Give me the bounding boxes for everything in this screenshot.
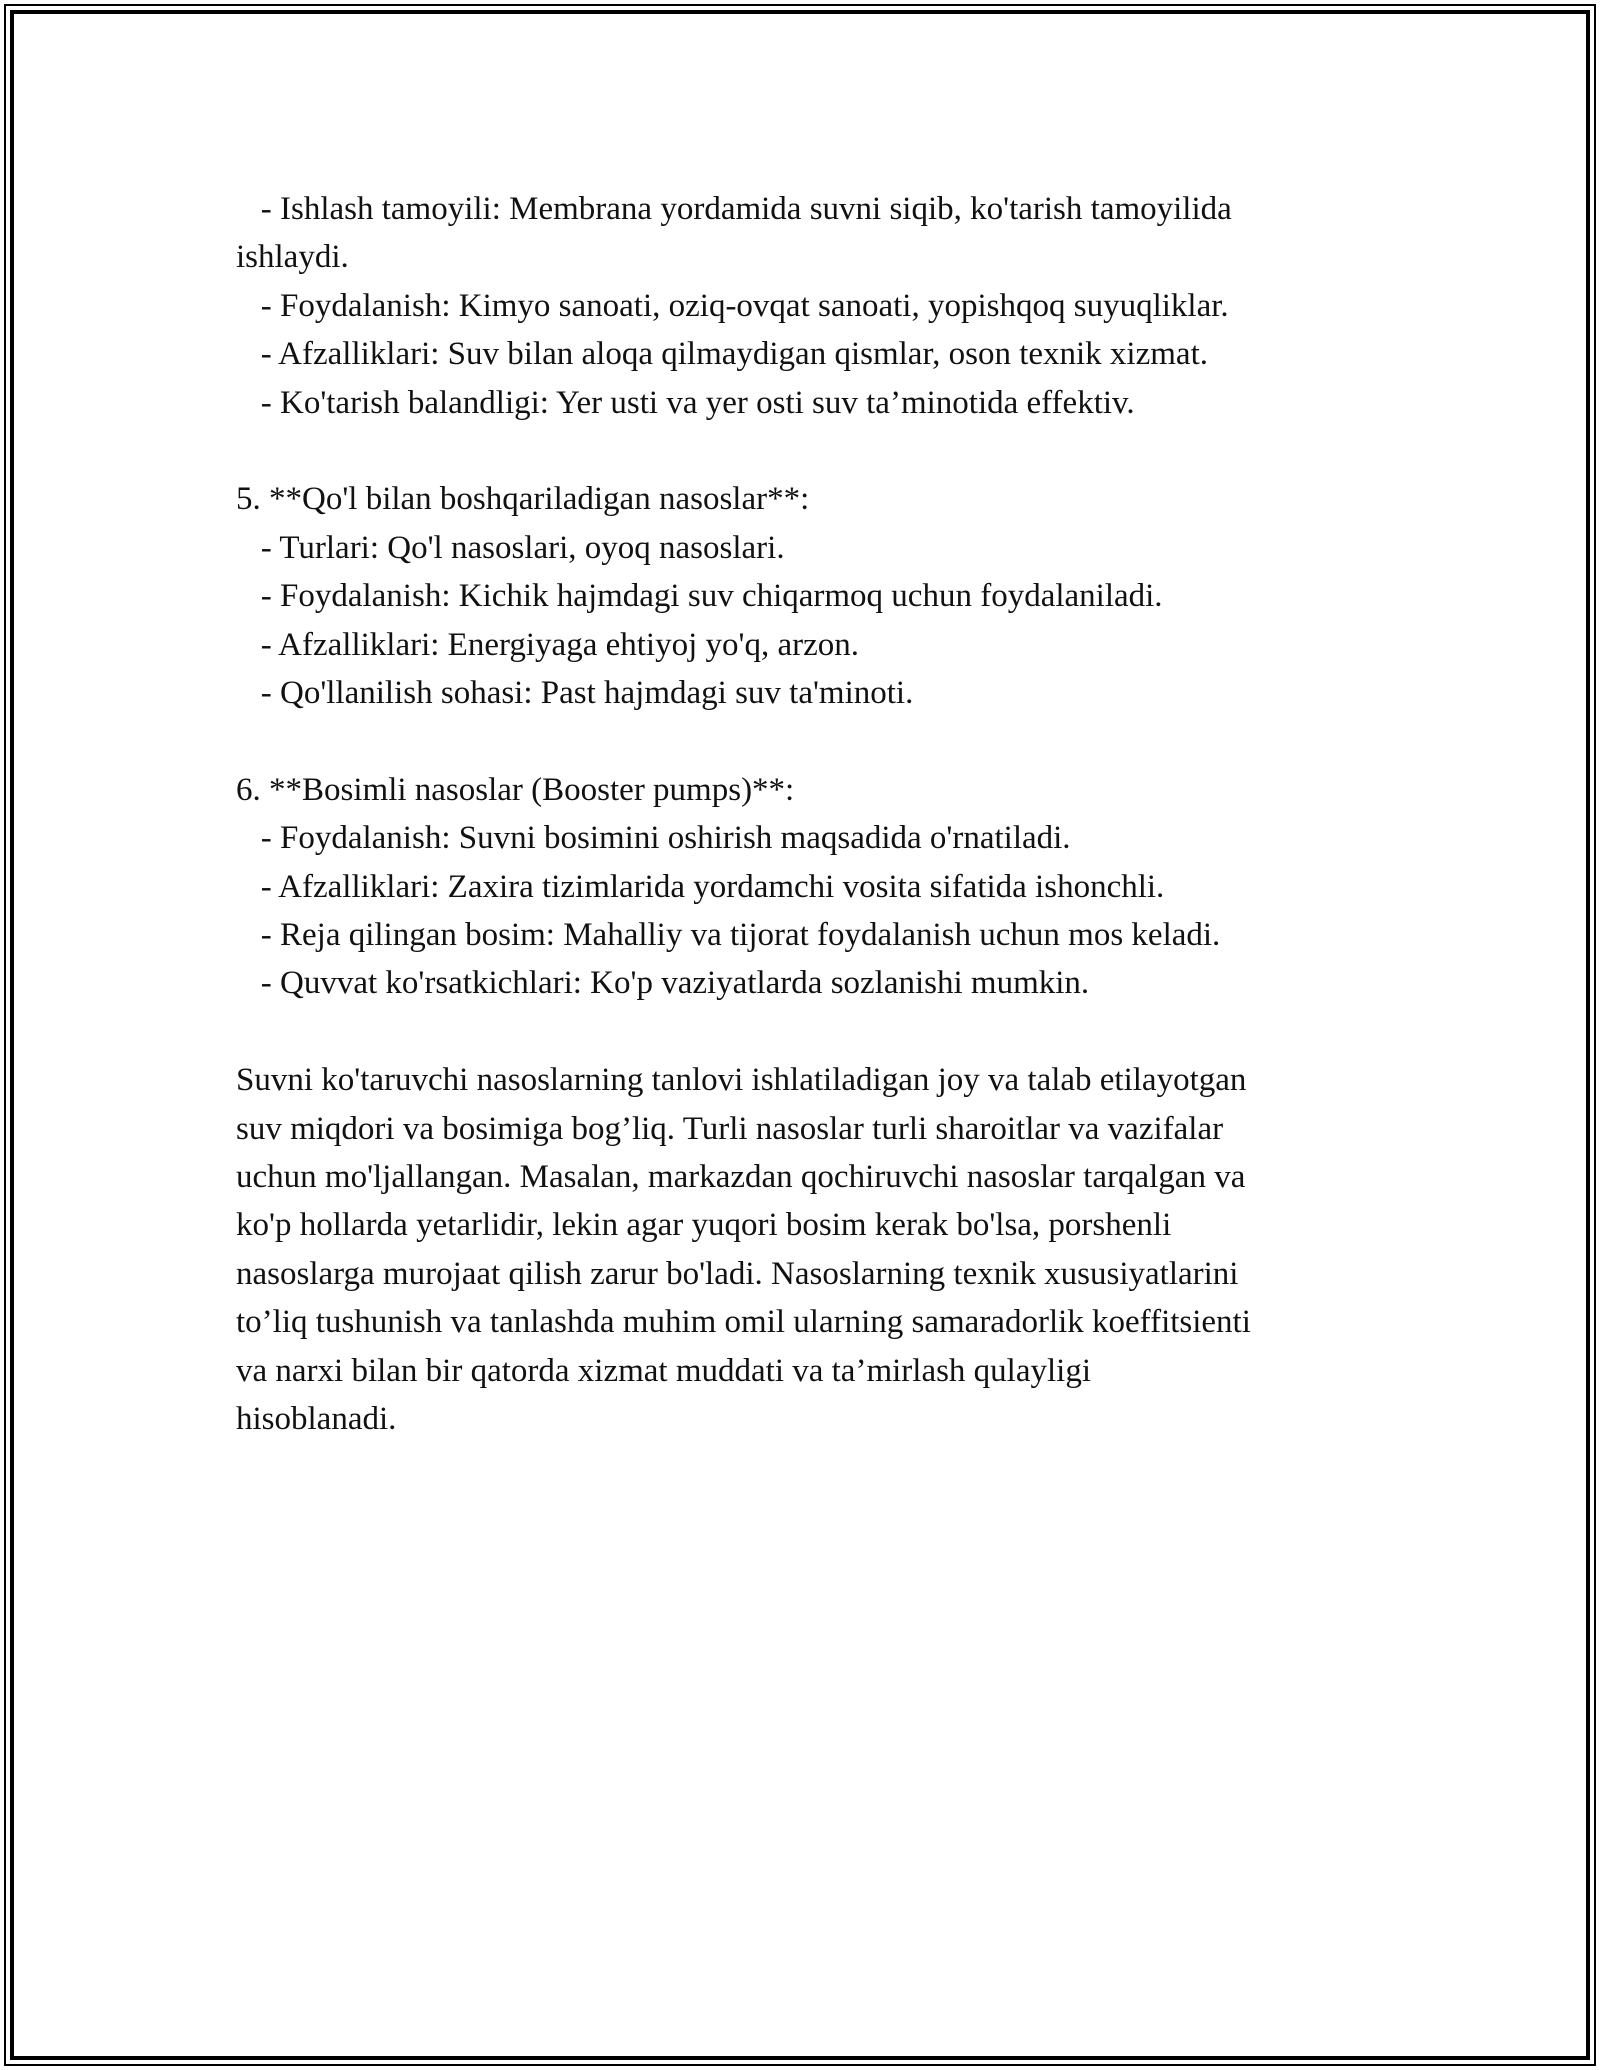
list-item: - Foydalanish: Kichik hajmdagi suv chiqarmoq uchun foydalaniladi. [236, 578, 1163, 615]
paragraph-line: suv miqdori va bosimiga bog’liq. Turli nasoslar turli sharoitlar va vazifalar [236, 1110, 1224, 1147]
list-item: - Foydalanish: Suvni bosimini oshirish maqsadida o'rnatiladi. [236, 820, 1071, 857]
document-body [236, 185, 1366, 1444]
paragraph-line: uchun mo'ljallangan. Masalan, markazdan qochiruvchi nasoslar tarqalgan va [236, 1159, 1246, 1196]
list-item: - Quvvat ko'rsatkichlari: Ko'p vaziyatlarda sozlanishi mumkin. [236, 965, 1090, 1002]
section-heading: 6. **Bosimli nasoslar (Booster pumps)**: [236, 771, 795, 808]
list-item: - Afzalliklari: Zaxira tizimlarida yordamchi vosita sifatida ishonchli. [236, 868, 1165, 905]
section-heading: 5. **Qo'l bilan boshqariladigan nasoslar**: [236, 481, 810, 518]
section-booster-pumps [236, 766, 1366, 1008]
list-item: - Foydalanish: Kimyo sanoati, oziq-ovqat sanoati, yopishqoq suyuqliklar. [236, 287, 1229, 324]
list-item: - Ko'tarish balandligi: Yer usti va yer osti suv ta’minotida effektiv. [236, 384, 1135, 421]
paragraph-spacer [236, 717, 1366, 765]
paragraph-line: va narxi bilan bir qatorda xizmat muddati va ta’mirlash qulayligi [236, 1352, 1092, 1389]
paragraph-line: Suvni ko'taruvchi nasoslarning tanlovi ishlatiladigan joy va talab etilayotgan [236, 1062, 1247, 1099]
list-item: - Ishlash tamoyili: Membrana yordamida suvni siqib, ko'tarish tamoyilida [236, 191, 1232, 227]
list-item: - Reja qilingan bosim: Mahalliy va tijorat foydalanish uchun mos keladi. [236, 917, 1221, 954]
paragraph-line: nasoslarga murojaat qilish zarur bo'ladi. Nasoslarning texnik xususiyatlarini [236, 1255, 1239, 1292]
paragraph-spacer [236, 1008, 1366, 1056]
list-item: - Afzalliklari: Suv bilan aloqa qilmaydigan qismlar, oson texnik xizmat. [236, 336, 1208, 373]
list-item: - Afzalliklari: Energiyaga ehtiyoj yo'q, arzon. [236, 626, 859, 663]
conclusion-paragraph [236, 1056, 1366, 1443]
list-item: - Turlari: Qo'l nasoslari, oyoq nasoslari. [236, 529, 785, 566]
paragraph-line: hisoblanadi. [236, 1401, 397, 1438]
list-item: ishlaydi. [236, 239, 349, 276]
section-manual-pumps [236, 475, 1366, 717]
list-item: - Qo'llanilish sohasi: Past hajmdagi suv ta'minoti. [236, 675, 914, 712]
paragraph-line: ko'p hollarda yetarlidir, lekin agar yuqori bosim kerak bo'lsa, porshenli [236, 1207, 1172, 1244]
paragraph-line: to’liq tushunish va tanlashda muhim omil ularning samaradorlik koeffitsienti [236, 1304, 1251, 1341]
paragraph-spacer [236, 427, 1366, 475]
diaphragm-pump-details [236, 185, 1366, 427]
